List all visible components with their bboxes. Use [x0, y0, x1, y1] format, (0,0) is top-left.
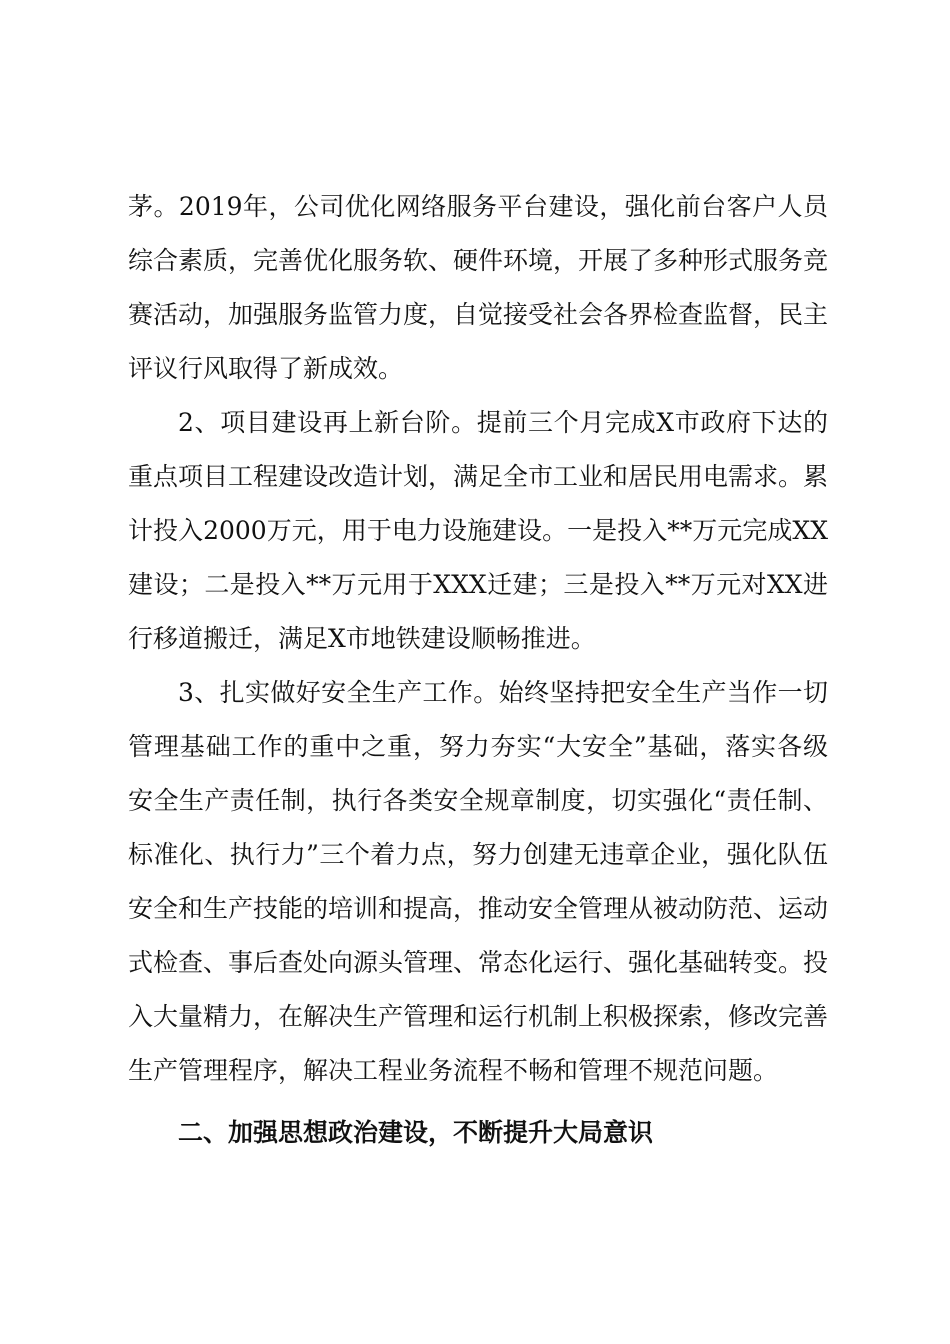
document-body: [128, 180, 828, 1160]
paragraph-continuation: 茅。2019年，公司优化网络服务平台建设，强化前台客户人员综合素质，完善优化服务软、硬件环境，开展了多种形式服务竞赛活动，加强服务监管力度，自觉接受社会各界检查监督，民主评议行风取得了新成效。: [128, 192, 829, 383]
paragraph-project-construction: 2、项目建设再上新台阶。提前三个月完成X市政府下达的重点项目工程建设改造计划，满足全市工业和居民用电需求。累计投入2000万元，用于电力设施建设。一是投入**万元完成XX建设；二是投入**万元用于XXX迁建；三是投入**万元对XX进行移道搬迁，满足X市地铁建设顺畅推进。: [128, 408, 829, 653]
section-heading: 二、加强思想政治建设，不断提升大局意识: [178, 1118, 654, 1147]
paragraph-safety-production: 3、扎实做好安全生产工作。始终坚持把安全生产当作一切管理基础工作的重中之重，努力夯实“大安全”基础，落实各级安全生产责任制，执行各类安全规章制度，切实强化“责任制、标准化、执行力”三个着力点，努力创建无违章企业，强化队伍安全和生产技能的培训和提高，推动安全管理从被动防范、运动式检查、事后查处向源头管理、常态化运行、强化基础转变。投入大量精力，在解决生产管理和运行机制上积极探索，修改完善生产管理程序，解决工程业务流程不畅和管理不规范问题。: [128, 678, 829, 1085]
